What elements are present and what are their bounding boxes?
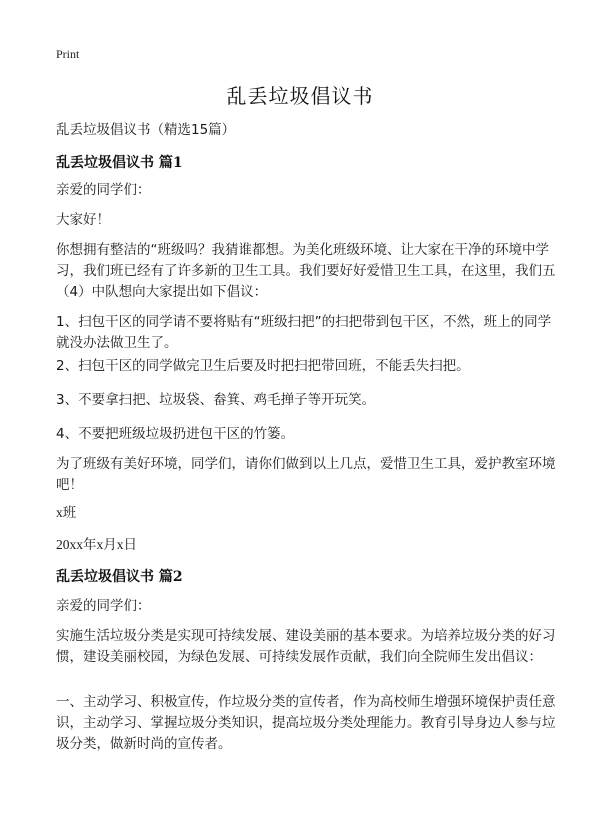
paragraph: 实施生活垃圾分类是实现可持续发展、建设美丽的基本要求。为培养垃圾分类的好习惯，建设美丽校园，为绿色发展、可持续发展作贡献，我们向全院师生发出倡议： xyxy=(56,628,556,665)
paragraph: 亲爱的同学们： xyxy=(56,182,151,198)
paragraph: 20xx年x月x日 xyxy=(56,537,137,552)
paragraph: 2、扫包干区的同学做完卫生后要及时把扫把带回班，不能丢失扫把。 xyxy=(56,358,470,374)
paragraph: x班 xyxy=(56,505,77,520)
print-link[interactable]: Print xyxy=(56,47,80,61)
paragraph: 大家好！ xyxy=(56,212,110,228)
paragraph: 1、扫包干区的同学请不要将贴有“班级扫把”的扫把带到包干区，不然，班上的同学就没办法做卫生了。 xyxy=(56,314,552,351)
paragraph: 3、不要拿扫把、垃圾袋、畚箕、鸡毛掸子等开玩笑。 xyxy=(56,392,376,408)
paragraph: 你想拥有整洁的“班级吗？我猜谁都想。为美化班级环境、让大家在干净的环境中学习，我们班已经有了许多新的卫生工具。我们要好好爱惜卫生工具，在这里，我们五（4）中队想向大家提出如下倡议： xyxy=(56,242,556,300)
document-subtitle: 乱丢垃圾倡议书（精选15篇） xyxy=(56,122,236,138)
paragraph: 亲爱的同学们： xyxy=(56,598,151,614)
section-heading-2: 乱丢垃圾倡议书 篇2 xyxy=(56,569,183,585)
paragraph: 4、不要把班级垃圾扔进包干区的竹篓。 xyxy=(56,426,295,442)
paragraph: 为了班级有美好环境，同学们，请你们做到以上几点，爱惜卫生工具，爱护教室环境吧！ xyxy=(56,456,556,493)
section-heading-1: 乱丢垃圾倡议书 篇1 xyxy=(56,155,183,171)
document-title: 乱丢垃圾倡议书 xyxy=(226,84,374,108)
paragraph: 一、主动学习、积极宣传，作垃圾分类的宣传者，作为高校师生增强环境保护责任意识，主动学习、掌握垃圾分类知识，提高垃圾分类处理能力。教育引导身边人参与垃圾分类，做新时尚的宣传者。 xyxy=(56,694,556,752)
